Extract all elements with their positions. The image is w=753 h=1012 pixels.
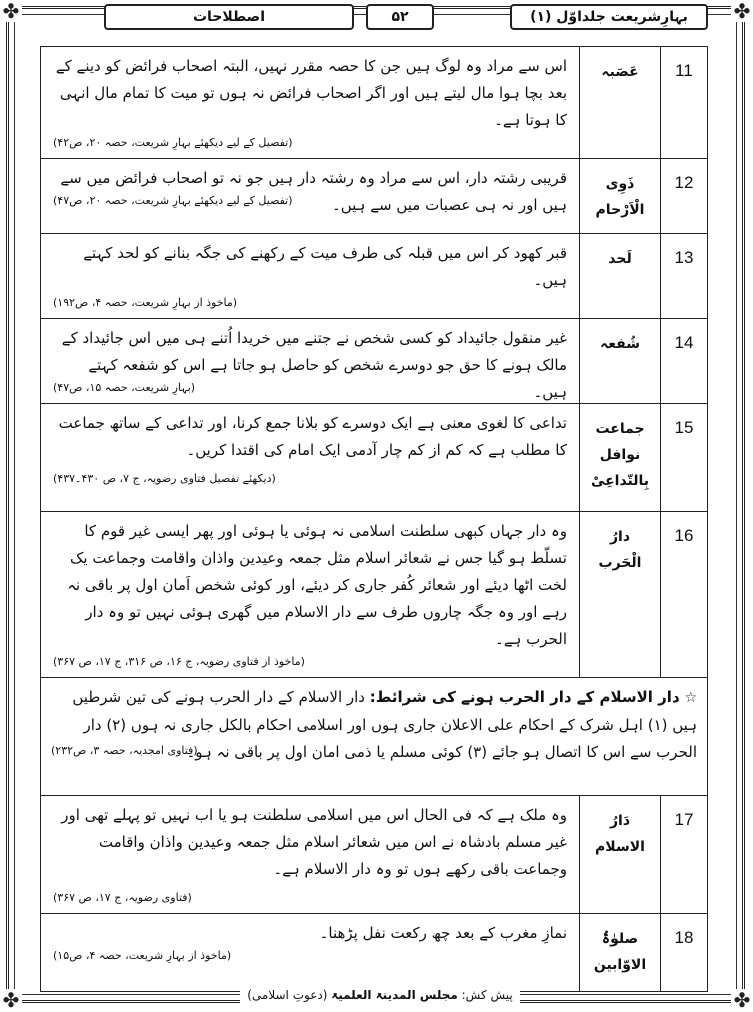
term-text: لَحد xyxy=(608,251,632,267)
definition-text: وہ دار جہاں کبھی سلطنت اسلامی نہ ہوئی یا ہوئی اور پھر ایسی غیر قوم کا تسلّط ہو گیا جس نے شعائر اسلام مثل جمعہ وعیدین واذان واقامت وجماعت یک لخت اٹھا دیئے اور شعائر کُفر جاری کر دیئے، اور کوئی شخص اَمان اول پر باقی نہ رہے اور وہ جگہ چاروں طرف سے دار الاسلام میں گھری ہوئی نہیں تو وہ دار الحرب ہے۔ xyxy=(67,522,567,648)
note-text: دار الاسلام کے دار الحرب ہونے کی تین شرطیں ہیں (۱) اہل شرک کے احکام علی الاعلان جاری ہوں اور اسلامی احکام بالکل جاری نہ ہوں (۲) دار الحرب سے اس کا اتصال ہو جائے (۳) کوئی مسلم یا ذمی امان اول پر باقی نہ ہو۔ xyxy=(72,688,697,761)
row-number: 17 xyxy=(661,796,708,914)
term-cell xyxy=(580,234,661,319)
reference-text: (ماخوذ از بہارِ شریعت، حصہ ۴، ص۱۹۲) xyxy=(53,296,238,309)
corner-ornament-icon: ✤ xyxy=(0,0,22,22)
term-cell xyxy=(580,159,661,234)
reference-text: (دیکھئے تفصیل فتاوی رضویہ، ج ۷، ص ۴۳۰۔۴۳۷) xyxy=(53,472,276,485)
term-text: الْاَرْحام xyxy=(595,202,645,218)
corner-ornament-icon: ✤ xyxy=(731,989,753,1011)
term-text: ذَوِی xyxy=(605,176,635,192)
definition-cell xyxy=(41,159,580,234)
definition-text: نمازِ مغرب کے بعد چھ رکعت نفل پڑھنا۔ xyxy=(319,924,567,942)
term-cell xyxy=(580,512,661,678)
corner-ornament-icon: ✤ xyxy=(0,989,22,1011)
footer-org: مجلس المدینۃ العلمیۃ xyxy=(331,988,458,1002)
table-row xyxy=(41,914,708,992)
reference-text: (ماخوذ از بہارِ شریعت، حصہ ۴، ص۱۵) xyxy=(53,949,232,962)
row-number: 16 xyxy=(661,512,708,678)
table-row xyxy=(41,512,708,678)
term-text: بِالتّداعِیْ xyxy=(590,473,650,489)
note-row xyxy=(41,678,708,796)
term-text: نوافل xyxy=(599,447,641,463)
section-title: اصطلاحات xyxy=(104,4,354,30)
definition-cell xyxy=(41,234,580,319)
term-text: الْحَرب xyxy=(598,555,642,571)
term-text: الاوّابین xyxy=(593,957,647,973)
footer-prefix: پیش کش: xyxy=(461,988,513,1002)
reference-text: (تفصیل کے لیے دیکھئے بہارِ شریعت، حصہ ۲۰، ص۴۷) xyxy=(53,194,293,207)
row-number: 15 xyxy=(661,404,708,512)
table-row xyxy=(41,159,708,234)
definition-cell xyxy=(41,796,580,914)
corner-ornament-icon: ✤ xyxy=(731,0,753,22)
reference-text: (ماخوذ از فتاوی رضویہ، ج ۱۶، ص ۳۱۶، ج ۱۷، ص ۳۶۷) xyxy=(53,655,305,668)
term-cell xyxy=(580,796,661,914)
definition-text: اس سے مراد وہ لوگ ہیں جن کا حصہ مقرر نہیں، البتہ اصحاب فرائض کو دینے کے بعد بچا ہوا مال لیتے ہیں اور اگر اصحاب فرائض نہ ہوں تو میت کا تمام مال انہی کا ہوتا ہے۔ xyxy=(55,57,567,129)
term-text: صلوٰۃُ xyxy=(601,931,639,947)
definition-text: غیر منقول جائیداد کو کسی شخص نے جتنے میں خریدا اُتنے ہی میں اس جائیداد کے مالک ہونے کا حق جو دوسرے شخص کو حاصل ہو جاتا ہے اس کو شفعہ کہتے ہیں۔ xyxy=(61,329,567,401)
term-cell xyxy=(580,47,661,159)
term-text: جماعت xyxy=(595,421,645,437)
term-text: شُفعہ xyxy=(600,336,640,352)
terms-table xyxy=(40,46,708,992)
row-number: 13 xyxy=(661,234,708,319)
term-text: دَارُ xyxy=(609,813,631,829)
book-title: بہارِشریعت جلداوّل (۱) xyxy=(510,4,708,30)
row-number: 11 xyxy=(661,47,708,159)
definition-text: قریبی رشتہ دار، اس سے مراد وہ رشتہ دار ہیں جو نہ تو اصحاب فرائض میں سے ہیں اور نہ ہی عصبات میں سے ہیں۔ xyxy=(60,169,567,214)
page-number: ۵۲ xyxy=(366,4,434,30)
definition-text: وہ ملک ہے کہ فی الحال اس میں اسلامی سلطنت ہو یا اب نہیں تو پہلے تھی اور غیر مسلم بادشاہ نے اس میں شعائر اسلام مثل جمعہ وعیدین واذان واقامت وجماعت باقی رکھے ہوں تو وہ دار الاسلام ہے۔ xyxy=(61,806,567,878)
row-number: 18 xyxy=(661,914,708,992)
reference-text: (فتاوی امجدیہ، حصہ ۳، ص۲۳۲) xyxy=(51,744,198,757)
term-cell xyxy=(580,404,661,512)
reference-text: (بہارِ شریعت، حصہ ۱۵، ص۴۷) xyxy=(53,381,196,394)
term-text: عَصَبہ xyxy=(601,64,639,80)
definition-text: تداعی کا لغوی معنی ہے ایک دوسرے کو بلانا جمع کرنا، اور تداعی کے ساتھ جماعت کا مطلب ہے کہ کم از کم چار آدمی ایک امام کی اقتدا کریں۔ xyxy=(58,414,567,459)
row-number: 14 xyxy=(661,319,708,404)
row-number: 12 xyxy=(661,159,708,234)
definition-text: قبر کھود کر اس میں قبلہ کی طرف میت کے رکھنے کی جگہ بنانے کو لحد کہتے ہیں۔ xyxy=(83,244,567,289)
footer-sub: (دعوتِ اسلامی) xyxy=(247,988,328,1002)
term-text: دارُ xyxy=(609,529,631,545)
table-row xyxy=(41,234,708,319)
definition-cell xyxy=(41,47,580,159)
term-text: الاسلام xyxy=(595,839,645,855)
reference-text: (تفصیل کے لیے دیکھئے بہارِ شریعت، حصہ ۲۰، ص۴۲) xyxy=(53,136,293,149)
term-cell xyxy=(580,319,661,404)
reference-text: (فتاوی رضویہ، ج ۱۷، ص ۳۶۷) xyxy=(53,891,192,904)
table-row xyxy=(41,796,708,914)
table-row xyxy=(41,404,708,512)
table-row xyxy=(41,319,708,404)
star-icon: ☆ xyxy=(684,690,697,706)
definition-cell xyxy=(41,512,580,678)
definition-cell xyxy=(41,319,580,404)
definition-cell xyxy=(41,914,580,992)
term-cell xyxy=(580,914,661,992)
publisher-footer xyxy=(240,984,520,1006)
note-cell xyxy=(41,678,708,796)
table-row xyxy=(41,47,708,159)
note-heading: دار الاسلام کے دار الحرب ہونے کی شرائط: xyxy=(369,688,680,706)
definition-cell xyxy=(41,404,580,512)
